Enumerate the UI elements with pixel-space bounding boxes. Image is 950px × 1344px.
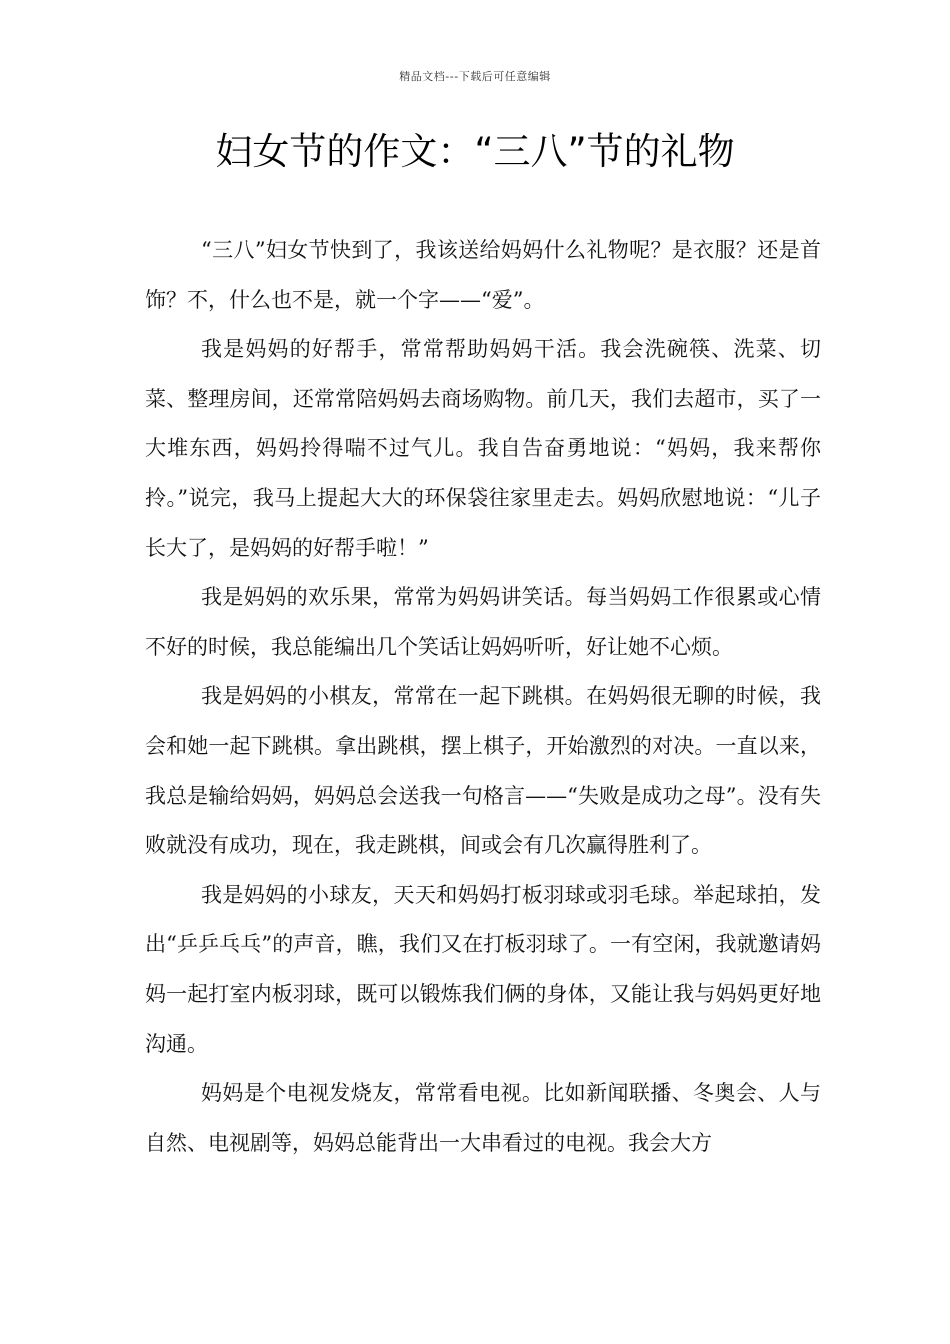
document-body: [145, 226, 821, 1168]
paragraph-1: “三八”妇女节快到了，我该送给妈妈什么礼物呢？是衣服？还是首饰？不，什么也不是，就一个字——“爱”。: [145, 238, 821, 312]
document-title: 妇女节的作文：“三八”节的礼物: [215, 130, 735, 173]
paragraph-2: 我是妈妈的好帮手，常常帮助妈妈干活。我会洗碗筷、洗菜、切菜、整理房间，还常常陪妈妈去商场购物。前几天，我们去超市，买了一大堆东西，妈妈拎得喘不过气儿。我自告奋勇地说：“妈妈，我来帮你拎。”说完，我马上提起大大的环保袋往家里走去。妈妈欣慰地说：“儿子长大了，是妈妈的好帮手啦！”: [145, 337, 821, 560]
paragraph-5: 我是妈妈的小球友，天天和妈妈打板羽球或羽毛球。举起球拍，发出“乒乒乓乓”的声音，瞧，我们又在打板羽球了。一有空闲，我就邀请妈妈一起打室内板羽球，既可以锻炼我们俩的身体，又能让我与妈妈更好地沟通。: [145, 882, 821, 1056]
header-note: 精品文档---下载后可任意编辑: [399, 70, 551, 83]
paragraph-4: 我是妈妈的小棋友，常常在一起下跳棋。在妈妈很无聊的时候，我会和她一起下跳棋。拿出跳棋，摆上棋子，开始激烈的对决。一直以来，我总是输给妈妈，妈妈总会送我一句格言——“失败是成功之母”。没有失败就没有成功，现在，我走跳棋，间或会有几次赢得胜利了。: [145, 684, 821, 858]
paragraph-3: 我是妈妈的欢乐果，常常为妈妈讲笑话。每当妈妈工作很累或心情不好的时候，我总能编出几个笑话让妈妈听听，好让她不心烦。: [145, 585, 821, 659]
paragraph-6: 妈妈是个电视发烧友，常常看电视。比如新闻联播、冬奥会、人与自然、电视剧等，妈妈总能背出一大串看过的电视。我会大方: [145, 1081, 821, 1155]
